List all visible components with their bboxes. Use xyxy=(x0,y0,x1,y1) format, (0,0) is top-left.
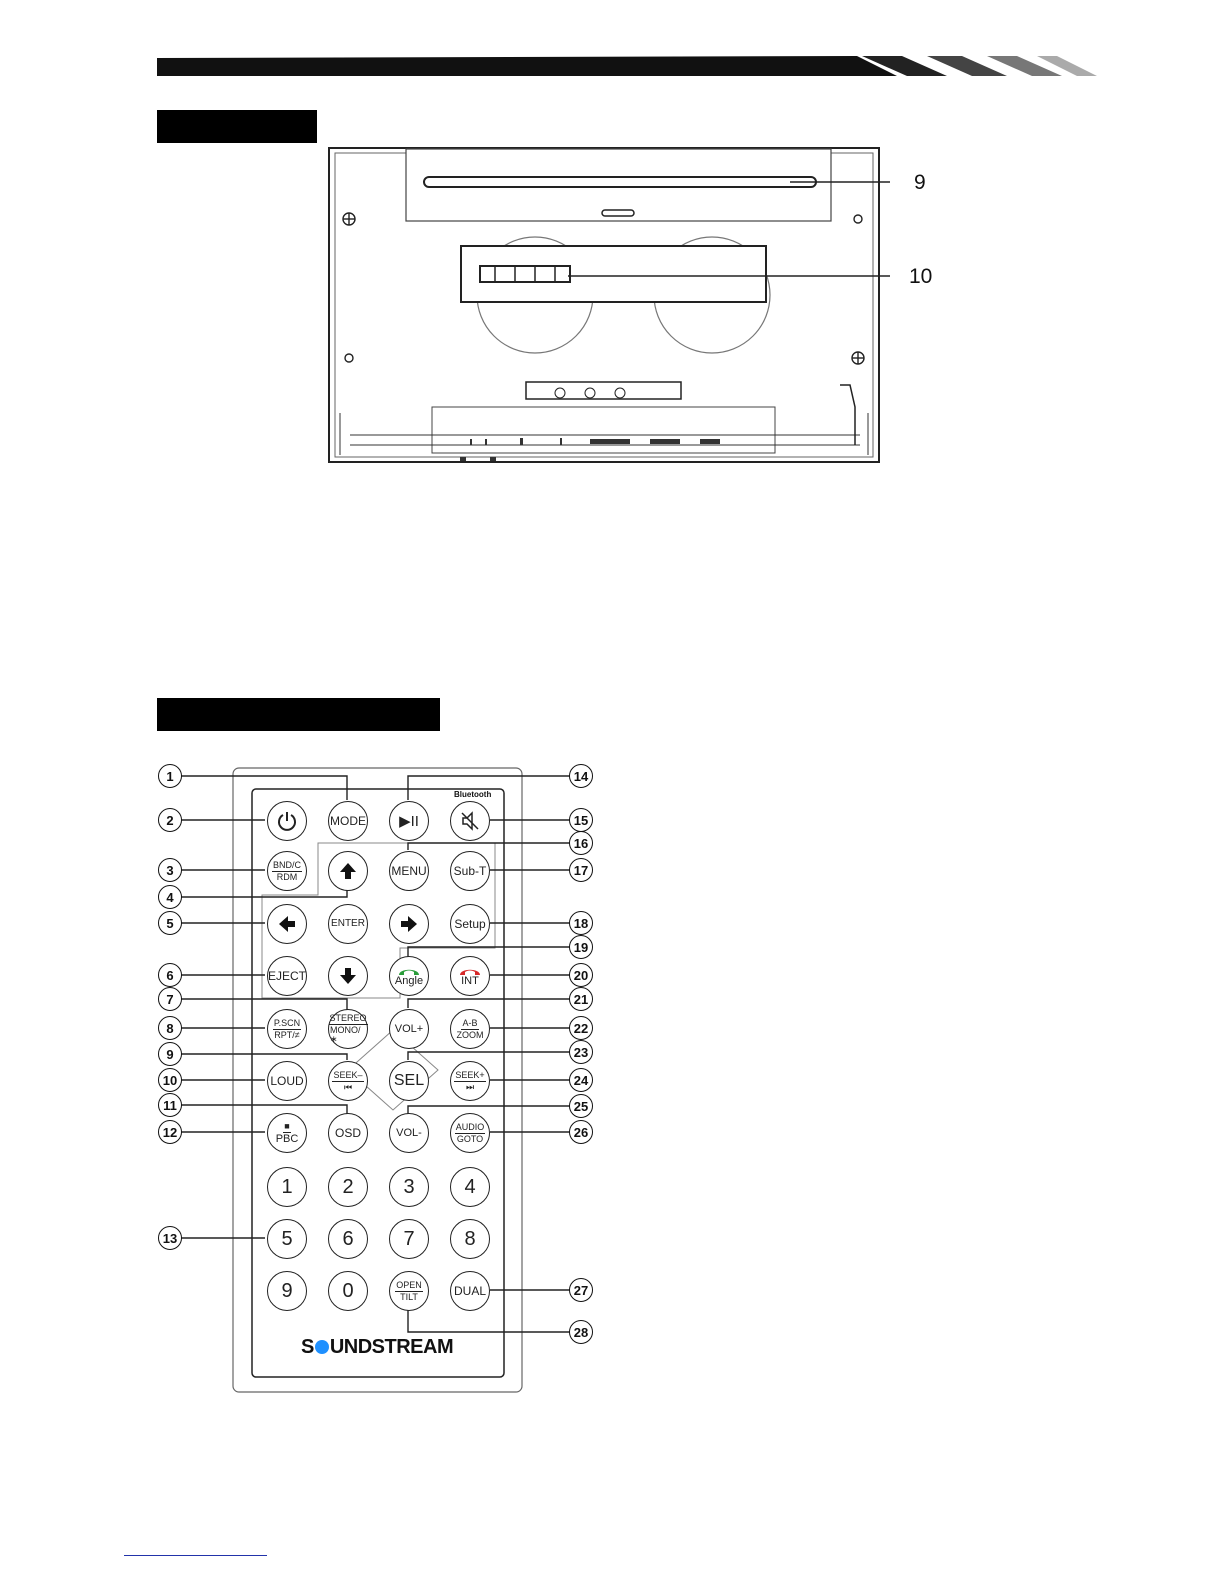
phone-hangup-icon xyxy=(458,966,482,976)
menu-button[interactable]: MENU xyxy=(389,851,429,891)
left-button[interactable] xyxy=(267,904,307,944)
remote-callout-22: 22 xyxy=(569,1016,593,1040)
digit-3-button[interactable]: 3 xyxy=(389,1167,429,1207)
stereo-label: STEREO xyxy=(329,1013,367,1023)
remote-callout-19: 19 xyxy=(569,935,593,959)
mode-button[interactable]: MODE xyxy=(328,801,368,841)
left-arrow-icon xyxy=(277,914,297,934)
call-end-button[interactable] xyxy=(450,956,490,996)
section-heading-remote-control xyxy=(157,698,440,731)
open-tilt-button[interactable] xyxy=(389,1271,429,1311)
up-arrow-icon xyxy=(338,861,358,881)
audio-button[interactable] xyxy=(450,1113,490,1153)
right-arrow-icon xyxy=(399,914,419,934)
digit-9-button[interactable]: 9 xyxy=(267,1271,307,1311)
digit-8-button[interactable]: 8 xyxy=(450,1219,490,1259)
down-button[interactable] xyxy=(328,956,368,996)
open-label: OPEN xyxy=(396,1279,422,1290)
eject-button[interactable]: EJECT xyxy=(267,956,307,996)
brand-dot-icon xyxy=(315,1340,329,1354)
remote-callout-20: 20 xyxy=(569,963,593,987)
power-button[interactable] xyxy=(267,801,307,841)
remote-callout-23: 23 xyxy=(569,1040,593,1064)
remote-callout-28: 28 xyxy=(569,1320,593,1344)
volume-down-button[interactable]: VOL- xyxy=(389,1113,429,1153)
remote-callout-6: 6 xyxy=(158,963,182,987)
osd-button[interactable]: OSD xyxy=(328,1113,368,1153)
remote-callout-2: 2 xyxy=(158,808,182,832)
prev-icon: ⏮ xyxy=(343,1081,353,1092)
remote-lines xyxy=(150,760,600,1400)
band-label: BND/C xyxy=(272,859,301,870)
phone-answer-icon xyxy=(397,966,421,976)
angle-label: Angle xyxy=(394,974,424,987)
up-button[interactable] xyxy=(328,851,368,891)
audio-label: AUDIO xyxy=(455,1121,485,1132)
remote-callout-24: 24 xyxy=(569,1068,593,1092)
digit-4-button[interactable]: 4 xyxy=(450,1167,490,1207)
digit-7-button[interactable]: 7 xyxy=(389,1219,429,1259)
volume-up-button[interactable]: VOL+ xyxy=(389,1009,429,1049)
down-arrow-icon xyxy=(338,966,358,986)
remote-callout-18: 18 xyxy=(569,911,593,935)
front-panel-diagram xyxy=(320,145,890,475)
seek-back-button[interactable] xyxy=(328,1061,368,1101)
setup-button[interactable]: Setup xyxy=(450,904,490,944)
footer-link-underline xyxy=(124,1555,267,1556)
remote-callout-27: 27 xyxy=(569,1278,593,1302)
brand-logo-end: UNDSTREAM xyxy=(329,1336,454,1358)
play-pause-button[interactable] xyxy=(389,801,429,841)
remote-callout-11: 11 xyxy=(158,1093,182,1117)
call-answer-button[interactable] xyxy=(389,956,429,996)
power-icon xyxy=(276,810,298,832)
rdm-label: RDM xyxy=(276,871,298,882)
callout-10: 10 xyxy=(909,265,933,288)
stop-button[interactable] xyxy=(267,1113,307,1153)
pbc-label: PBC xyxy=(275,1132,299,1145)
loud-button[interactable]: LOUD xyxy=(267,1061,307,1101)
digit-2-button[interactable]: 2 xyxy=(328,1167,368,1207)
brand-logo xyxy=(301,1336,453,1359)
remote-callout-10: 10 xyxy=(158,1068,182,1092)
enter-button[interactable]: ENTER xyxy=(328,904,368,944)
next-icon: ⏭ xyxy=(465,1081,475,1092)
section-heading-front-panel xyxy=(157,110,317,143)
remote-callout-12: 12 xyxy=(158,1120,182,1144)
remote-callout-5: 5 xyxy=(158,911,182,935)
seek-forward-button[interactable] xyxy=(450,1061,490,1101)
digit-6-button[interactable]: 6 xyxy=(328,1219,368,1259)
mute-icon xyxy=(459,810,481,832)
bluetooth-label: Bluetooth xyxy=(454,790,492,799)
subtitle-button[interactable]: Sub-T xyxy=(450,851,490,891)
remote-callout-13: 13 xyxy=(158,1226,182,1250)
remote-callout-8: 8 xyxy=(158,1016,182,1040)
play-pause-icon: ▶II xyxy=(399,812,419,830)
band-button[interactable] xyxy=(267,851,307,891)
pscan-button[interactable] xyxy=(267,1009,307,1049)
stereo-button[interactable] xyxy=(328,1009,368,1049)
ab-button[interactable] xyxy=(450,1009,490,1049)
digit-0-button[interactable]: 0 xyxy=(328,1271,368,1311)
remote-callout-14: 14 xyxy=(569,764,593,788)
remote-callout-4: 4 xyxy=(158,885,182,909)
tilt-label: TILT xyxy=(400,1291,418,1302)
remote-callout-9: 9 xyxy=(158,1042,182,1066)
stop-icon: ■ xyxy=(284,1120,290,1131)
int-label: INT xyxy=(461,974,479,987)
remote-callout-16: 16 xyxy=(569,831,593,855)
remote-callout-7: 7 xyxy=(158,987,182,1011)
header-bar xyxy=(157,56,1097,76)
dual-button[interactable]: DUAL xyxy=(450,1271,490,1311)
repeat-label: RPT/≠ xyxy=(274,1029,300,1040)
goto-label: GOTO xyxy=(456,1133,484,1144)
remote-callout-25: 25 xyxy=(569,1094,593,1118)
mono-label: MONO/∗ xyxy=(330,1025,361,1044)
zoom-label: ZOOM xyxy=(456,1029,484,1040)
select-button[interactable]: SEL xyxy=(389,1061,429,1101)
remote-callout-15: 15 xyxy=(569,808,593,832)
digit-1-button[interactable]: 1 xyxy=(267,1167,307,1207)
seek-forward-label: SEEK+ xyxy=(455,1069,485,1080)
pscan-label: P.SCN xyxy=(273,1017,301,1028)
remote-callout-3: 3 xyxy=(158,858,182,882)
remote-callout-1: 1 xyxy=(158,764,182,788)
remote-callout-21: 21 xyxy=(569,987,593,1011)
ab-label: A-B xyxy=(462,1017,478,1028)
digit-5-button[interactable]: 5 xyxy=(267,1219,307,1259)
mute-button[interactable] xyxy=(450,801,490,841)
remote-callout-17: 17 xyxy=(569,858,593,882)
callout-9: 9 xyxy=(914,171,926,194)
remote-callout-26: 26 xyxy=(569,1120,593,1144)
seek-back-label: SEEK– xyxy=(333,1069,363,1080)
right-button[interactable] xyxy=(389,904,429,944)
brand-logo-start: S xyxy=(301,1336,314,1358)
